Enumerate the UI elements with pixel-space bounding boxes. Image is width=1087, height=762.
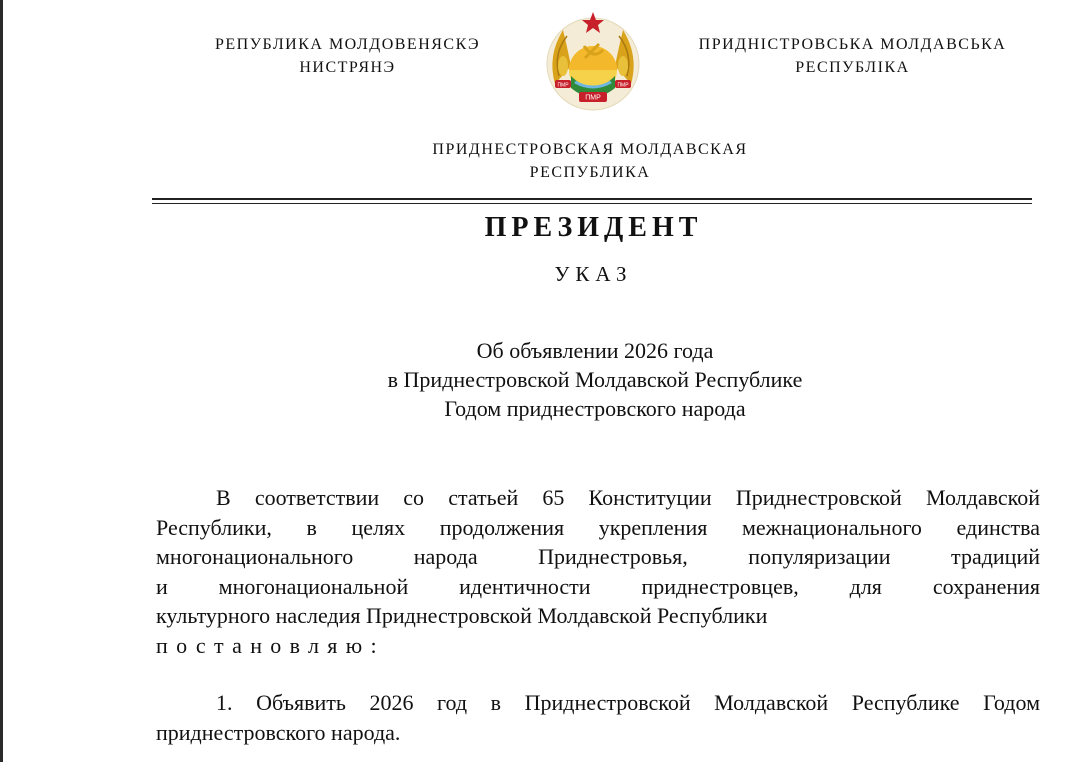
clause-1-line-2: приднестровского народа.: [156, 719, 401, 745]
preamble-line-1: В соответствии со статьей 65 Конституции Приднестровской Молдавской: [216, 485, 1040, 510]
header-ukrainian: [680, 33, 1025, 79]
preamble-line-2: Республики, в целях продолжения укрепления межнационального единства: [156, 514, 1040, 540]
decree-title-line-3: Годом приднестровского народа: [444, 396, 746, 421]
header-russian: [385, 138, 795, 184]
resolve-word: постановляю:: [156, 632, 385, 658]
emblem-ribbon-left: ПМР: [557, 82, 569, 89]
clause-1: [156, 688, 1040, 747]
page-edge: [0, 0, 3, 762]
emblem-ribbon-center: ПМР: [585, 94, 601, 102]
preamble-line-5: культурного наследия Приднестровской Молдавской Республики: [156, 603, 768, 628]
header-moldovan-line-2: НИСТРЯНЭ: [299, 59, 396, 76]
header-divider-thick: [152, 198, 1032, 200]
preamble-line-4: и многонациональной идентичности приднестровцев, для сохранения: [156, 573, 1040, 599]
preamble-line-3: многонационального народа Приднестровья, популяризации традиций: [156, 544, 1040, 569]
header-ukrainian-line-2: РЕСПУБЛІКА: [795, 59, 910, 76]
header-moldovan: [190, 33, 505, 79]
header-russian-line-2: РЕСПУБЛИКА: [529, 164, 651, 181]
decree-title: [300, 336, 890, 423]
header-russian-line-1: ПРИДНЕСТРОВСКАЯ МОЛДАВСКАЯ: [432, 141, 748, 158]
header-moldovan-line-1: РЕПУБЛИКА МОЛДОВЕНЯСКЭ: [214, 36, 481, 53]
header-ukrainian-line-1: ПРИДНІСТРОВСЬКА МОЛДАВСЬКА: [698, 36, 1007, 53]
emblem-ribbon-right: ПМР: [617, 82, 629, 89]
preamble-paragraph: [156, 483, 1040, 660]
document-type: УКАЗ: [554, 262, 633, 286]
state-emblem-icon: [541, 6, 645, 116]
header-divider-thin: [152, 203, 1032, 204]
decree-title-line-1: Об объявлении 2026 года: [476, 338, 714, 363]
document-heading: ПРЕЗИДЕНТ: [484, 212, 703, 243]
clause-1-line-1: 1. Объявить 2026 год в Приднестровской Молдавской Республике Годом: [216, 690, 1040, 715]
decree-title-line-2: в Приднестровской Молдавской Республике: [387, 367, 803, 392]
